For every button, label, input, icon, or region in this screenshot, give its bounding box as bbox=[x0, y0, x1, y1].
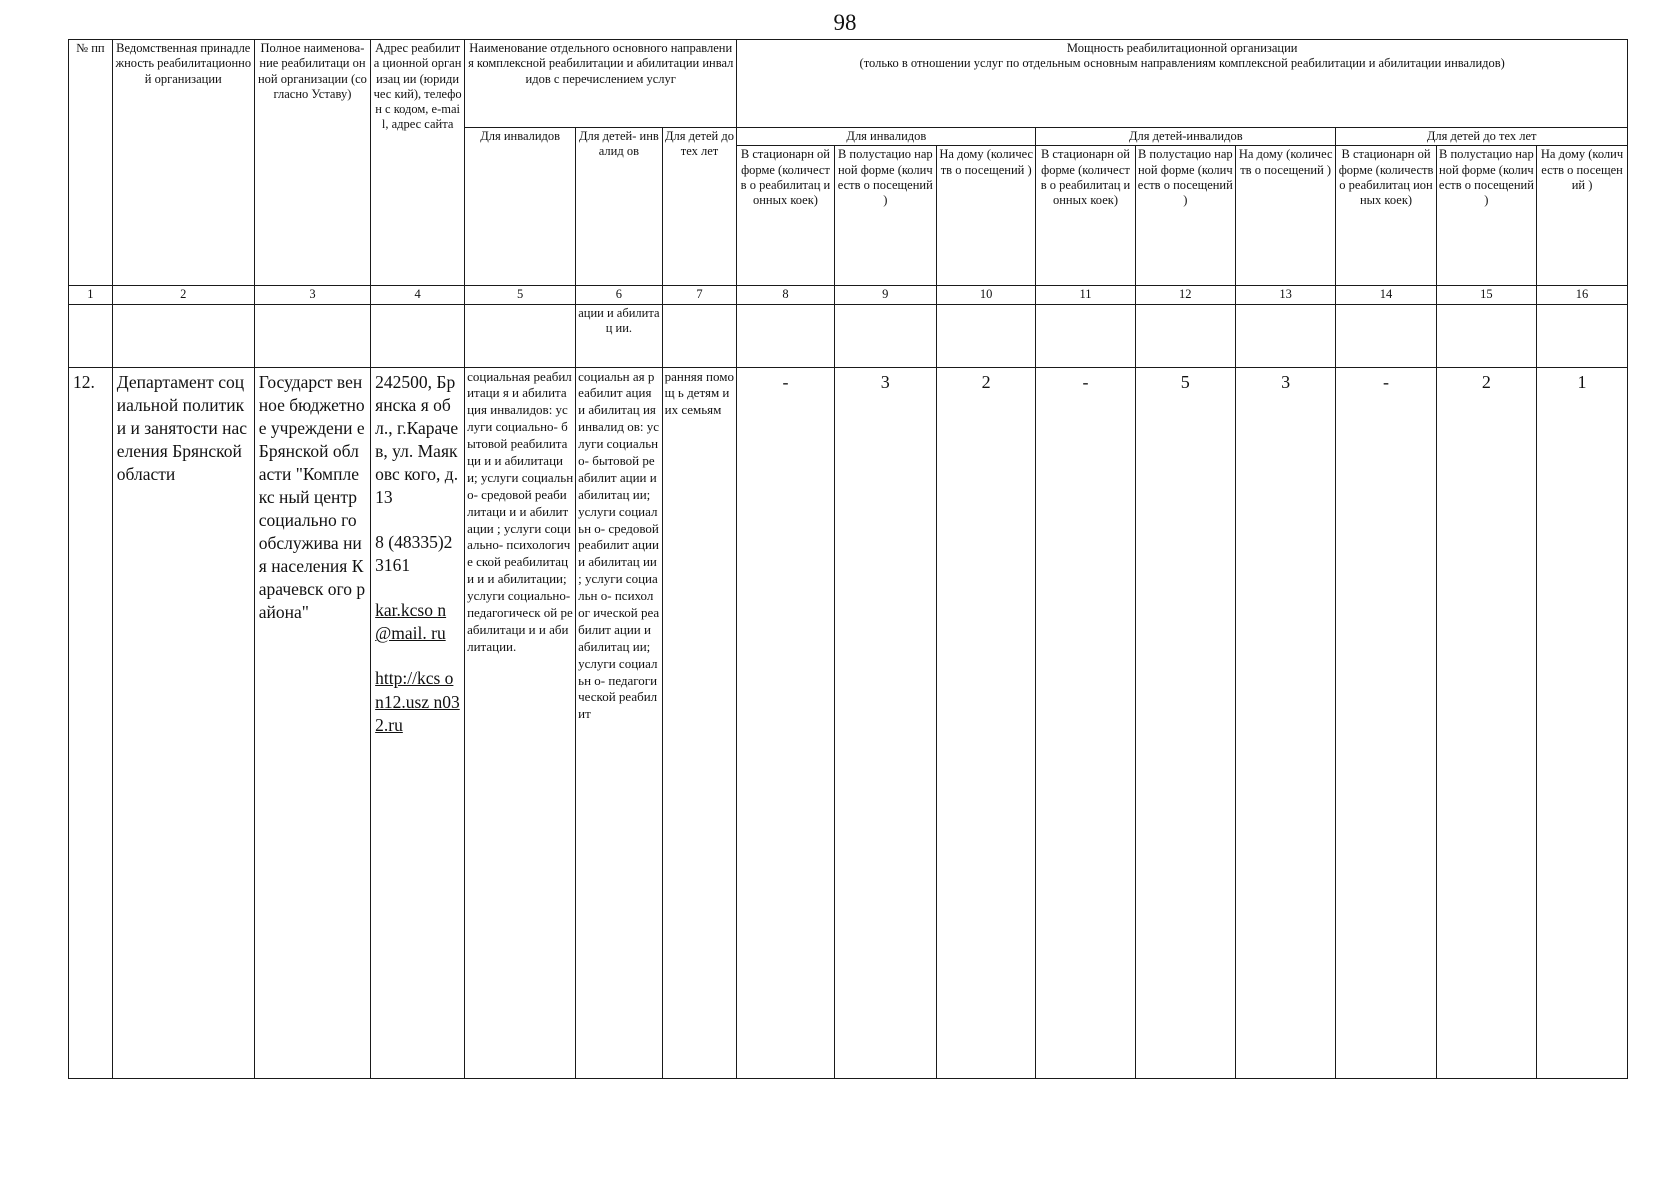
row-department: Департамент социальной политики и занятости населения Брянской области bbox=[112, 367, 254, 1078]
row-services-disabled: социальная реабилитаци я и абилитация инвалидов: услуги социально- бытовой реабилитаци и и абилитации; услуги социально- средовой реабилитаци и и абилитации ; услуги социально- психологиче ской реабилитаци и и абилитации; услуги социально- педагогическ ой реабилитаци и и абилитации. bbox=[465, 367, 576, 1078]
header-sub-under3: Для детей до тех лет bbox=[1336, 128, 1628, 146]
value-inpatient-children: - bbox=[1036, 367, 1135, 1078]
value-inpatient-disabled: - bbox=[737, 367, 834, 1078]
row-address-cell bbox=[371, 367, 465, 1078]
header-row-number: № пп bbox=[69, 40, 113, 286]
header-inpatient-under3: В стационарн ой форме (количеств о реабилитац ионных коек) bbox=[1336, 146, 1436, 286]
header-address: Адрес реабилита ционной организац ии (юридичес кий), телефон с кодом, e-mail, адрес сайта bbox=[371, 40, 465, 286]
value-semi-under3: 2 bbox=[1436, 367, 1536, 1078]
row-address: 242500, Брянска я обл., г.Караче в, ул. Маяковс кого, д. 13 bbox=[375, 371, 459, 507]
value-inpatient-under3: - bbox=[1336, 367, 1436, 1078]
column-number: 9 bbox=[834, 286, 937, 304]
column-number: 10 bbox=[937, 286, 1036, 304]
column-number: 11 bbox=[1036, 286, 1135, 304]
column-number: 15 bbox=[1436, 286, 1536, 304]
header-directions-group: Наименование отдельного основного направления комплексной реабилитации и абилитации инвалидов с перечислением услуг bbox=[465, 40, 737, 128]
table-row bbox=[69, 367, 1628, 1078]
header-semi-under3: В полустацио нарной форме (количеств о посещений ) bbox=[1436, 146, 1536, 286]
header-home-disabled: На дому (количеств о посещений ) bbox=[937, 146, 1036, 286]
column-numbers-row bbox=[69, 286, 1628, 304]
row-email-link[interactable]: kar.kcso n@mail. ru bbox=[375, 600, 447, 644]
header-capacity-subtitle: (только в отношении услуг по отдельным основным направлениям комплексной реабилитации и абилитации инвалидов) bbox=[859, 56, 1505, 71]
column-number: 3 bbox=[254, 286, 370, 304]
column-number: 13 bbox=[1235, 286, 1335, 304]
column-number: 12 bbox=[1135, 286, 1235, 304]
column-number: 7 bbox=[662, 286, 737, 304]
row-site-link[interactable]: http://kcs on12.usz n032.ru bbox=[375, 668, 460, 735]
header-dir-disabled: Для инвалидов bbox=[465, 128, 576, 286]
header-org-name: Полное наименова- ние реабилитаци онной организации (согласно Уставу) bbox=[254, 40, 370, 286]
row-org-name: Государст венное бюджетно е учреждени е Брянской области "Комплекс ный центр социально го обслужива ния населения Карачевск ого района" bbox=[254, 367, 370, 1078]
rehabilitation-organizations-table bbox=[68, 39, 1628, 1079]
header-capacity-title: Мощность реабилитационной организации bbox=[1066, 41, 1298, 55]
header-capacity-group bbox=[737, 40, 1628, 128]
row-number: 12. bbox=[69, 367, 113, 1078]
value-semi-disabled: 3 bbox=[834, 367, 937, 1078]
header-department: Ведомственная принадлежность реабилитационно й организации bbox=[112, 40, 254, 286]
column-number: 6 bbox=[576, 286, 662, 304]
column-number: 5 bbox=[465, 286, 576, 304]
row-services-children: социальн ая реабилит ация и абилитац ия инвалид ов: услуги социальн о- бытовой реабилит ации и абилитац ии; услуги социальн о- средовой реабилит ации и абилитац ии ; услуги социальн о- психолог ической реабилит ации и абилитац ии; услуги социальн о- педагоги ческой реабилит bbox=[576, 367, 662, 1078]
header-home-children: На дому (количеств о посещений ) bbox=[1235, 146, 1335, 286]
value-home-under3: 1 bbox=[1537, 367, 1628, 1078]
row-services-under3: ранняя помощ ь детям и их семьям bbox=[662, 367, 737, 1078]
column-number: 14 bbox=[1336, 286, 1436, 304]
column-number: 4 bbox=[371, 286, 465, 304]
header-dir-under3: Для детей до тех лет bbox=[662, 128, 737, 286]
header-inpatient-children: В стационарн ой форме (количеств о реабилитац ионных коек) bbox=[1036, 146, 1135, 286]
header-semi-children: В полустацио нарной форме (количеств о посещений ) bbox=[1135, 146, 1235, 286]
column-number: 16 bbox=[1537, 286, 1628, 304]
value-semi-children: 5 bbox=[1135, 367, 1235, 1078]
row-phone: 8 (48335)2 3161 bbox=[375, 532, 453, 576]
header-inpatient-disabled: В стационарн ой форме (количеств о реабилитац ионных коек) bbox=[737, 146, 834, 286]
column-number: 8 bbox=[737, 286, 834, 304]
value-home-disabled: 2 bbox=[937, 367, 1036, 1078]
header-semi-disabled: В полустацио нарной форме (количеств о посещений ) bbox=[834, 146, 937, 286]
value-home-children: 3 bbox=[1235, 367, 1335, 1078]
page-number: 98 bbox=[833, 10, 857, 35]
header-sub-disabled: Для инвалидов bbox=[737, 128, 1036, 146]
column-number: 2 bbox=[112, 286, 254, 304]
header-home-under3: На дому (количеств о посещений ) bbox=[1537, 146, 1628, 286]
header-sub-children: Для детей-инвалидов bbox=[1036, 128, 1336, 146]
continuation-row bbox=[69, 304, 1628, 367]
column-number: 1 bbox=[69, 286, 113, 304]
header-dir-children: Для детей- инвалид ов bbox=[576, 128, 662, 286]
continuation-text: ации и абилитац ии. bbox=[576, 304, 662, 367]
